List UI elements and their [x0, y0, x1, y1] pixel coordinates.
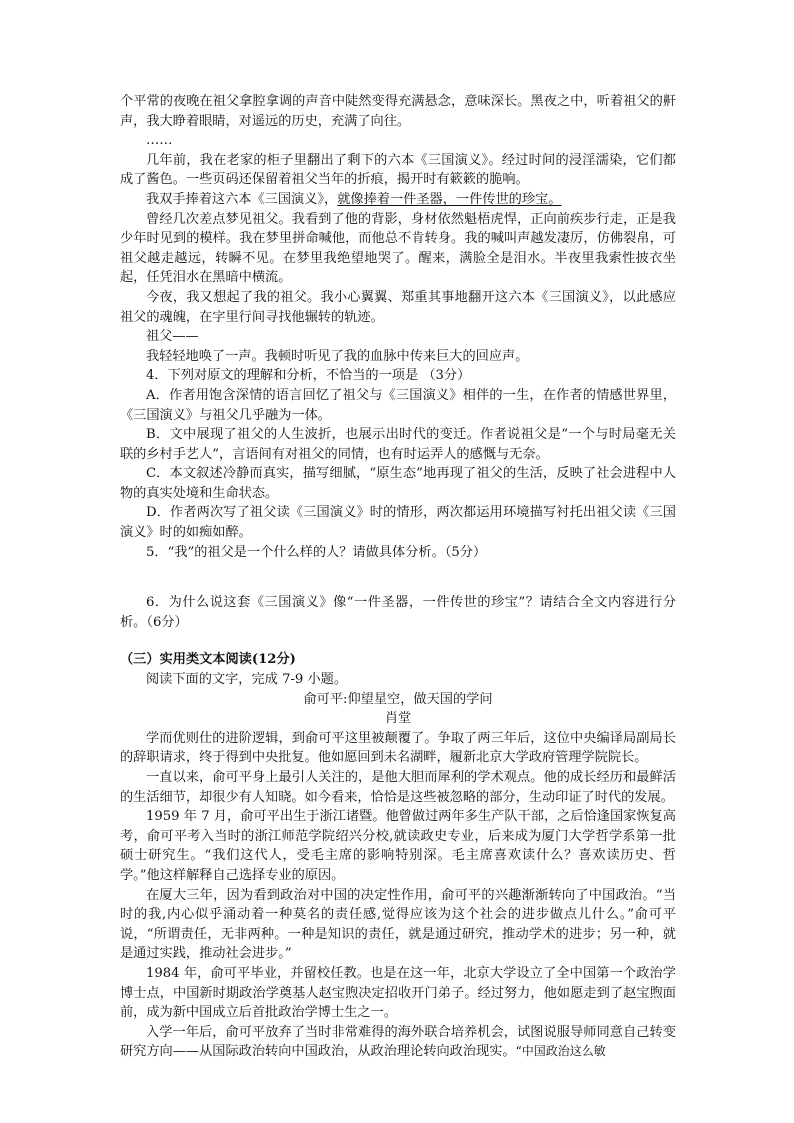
- section-heading: （三）实用类文本阅读(12分): [120, 652, 296, 668]
- question-5: 5．“我”的祖父是一个什么样的人？请做具体分析。（5分）: [146, 544, 487, 560]
- question-6: 6．为什么说这套《三国演义》像“一件圣器，一件传世的珍宝”？请结合全文内容进行分析。（6分）: [120, 595, 676, 630]
- paragraph-cabinet: 几年前，我在老家的柜子里翻出了剩下的六本《三国演义》。经过时间的浸淫濡染，它们都成了酱色。一些页码还保留着祖父当年的折痕，揭开时有簌簌的脆响。: [120, 152, 676, 188]
- paragraph-intro: 个平常的夜晚在祖父拿腔拿调的声音中陡然变得充满悬念，意味深长。黑夜之中，听着祖父的鼾声，我大睁着眼睛，对遥远的历史，充满了向往。: [120, 94, 676, 129]
- paragraph-6-main: 入学一年后，俞可平放弃了当时非常难得的海外联合培养机会，试图说服导师同意自己转变研究方向——从国际政治转向中国政治，从政治理论转向政治现实。: [120, 1024, 676, 1060]
- document-page: [120, 92, 676, 1062]
- article-paragraph-6: [120, 1023, 676, 1062]
- article-paragraph-3: 1959 年 7 月，俞可平出生于浙江诸暨。他曾做过两年多生产队干部，之后恰逢国家恢复高考，俞可平考入当时的浙江师范学院绍兴分校,就读政史专业，后来成为厦门大学哲学系第一批硕士研究生。“我们这代人，受毛主席的影响特别深。毛主席喜欢读什么？喜欢读历史、哲学。”他这样解释自己选择专业的原因。: [120, 809, 676, 883]
- question-4-option-b: B．文中展现了祖父的人生波折，也展示出时代的变迁。作者说祖父是“一个与时局毫无关联的乡村手艺人”，言语间有对祖父的同情，也有时运弄人的感慨与无奈。: [120, 427, 676, 462]
- article-paragraph-5: 1984 年，俞可平毕业，并留校任教。也是在这一年，北京大学设立了全中国第一个政治学博士点，中国新时期政治学奠基人赵宝煦决定招收开门弟子。经过努力，他如愿走到了赵宝煦面前，成为新中国成立后首批政治学博士生之一。: [120, 965, 676, 1021]
- question-4-option-c: C．本文叙述冷静而真实，描写细腻，“原生态”地再现了祖父的生活，反映了社会进程中人物的真实处境和生命状态。: [120, 466, 676, 501]
- treasure-lead: 我双手捧着这六本《三国演义》，: [146, 191, 338, 207]
- paragraph-grandfather-call: 祖父——: [146, 329, 199, 345]
- question-4-option-d: D．作者两次写了祖父读《三国演义》时的情形，两次都运用环境描写衬托出祖父读《三国演义》时的如痴如醉。: [120, 505, 676, 541]
- article-paragraph-2: 一直以来，俞可平身上最引人关注的，是他大胆而犀利的学术观点。他的成长经历和最鲜活的生活细节，却很少有人知晓。如今看来，恰恰是这些被忽略的部分，生动印证了时代的发展。: [120, 770, 676, 805]
- paragraph-dream: 曾经几次差点梦见祖父。我看到了他的背影，身材依然魁梧虎悍，正向前疾步行走，正是我少年时见到的模样。我在梦里拼命喊他，而他总不肯转身。我的喊叫声越发凄厉，仿佛裂帛，可祖父越走越远，转瞬不见。在梦里我绝望地哭了。醒来，满脸全是泪水。半夜里我索性披衣坐起，任凭泪水在黑暗中横流。: [120, 211, 676, 286]
- article-author: 肖堂: [384, 711, 412, 727]
- question-4: 4．下列对原文的理解和分析，不恰当的一项是 （3分）: [146, 368, 471, 384]
- underlined-sentence: 就像捧着一件圣器，一件传世的珍宝。: [337, 191, 562, 207]
- article-paragraph-1: 学而优则仕的进阶逻辑，到俞可平这里被颠覆了。争取了两三年后，这位中央编译局副局长的辞职请求，终于得到中央批复。他如愿回到未名湖畔，履新北京大学政府管理学院院长。: [120, 730, 676, 766]
- question-4-option-a: A．作者用饱含深情的语言回忆了祖父与《三国演义》相伴的一生，在作者的情感世界里，《三国演义》与祖父几乎融为一体。: [120, 387, 676, 423]
- answer-space: [120, 562, 676, 579]
- paragraph-treasure: [120, 190, 676, 210]
- section-instruction: 阅读下面的文字，完成 7-9 小题。: [146, 672, 348, 688]
- paragraph-6-tail: “中国政治这么敏: [515, 1044, 606, 1059]
- article-title: 俞可平:仰望星空，做天国的学问: [303, 691, 493, 707]
- paragraph-tonight: 今夜，我又想起了我的祖父。我小心翼翼、郑重其事地翻开这六本《三国演义》，以此感应祖父的魂魄，在字里行间寻找他辗转的轨迹。: [120, 289, 676, 325]
- article-paragraph-4: 在厦大三年，因为看到政治对中国的决定性作用，俞可平的兴趣渐渐转向了中国政治。“当时的我,内心似乎涌动着一种莫名的责任感,觉得应该为这个社会的进步做点儿什么。”俞可平说，“所谓责任，无非两种。一种是知识的责任，就是通过研究，推动学术的进步；另一种，就是通过实践，推动社会进步。”: [120, 887, 676, 962]
- paragraph-echo: 我轻轻地唤了一声。我顿时听见了我的血脉中传来巨大的回应声。: [146, 348, 529, 364]
- ellipsis: ……: [146, 133, 173, 149]
